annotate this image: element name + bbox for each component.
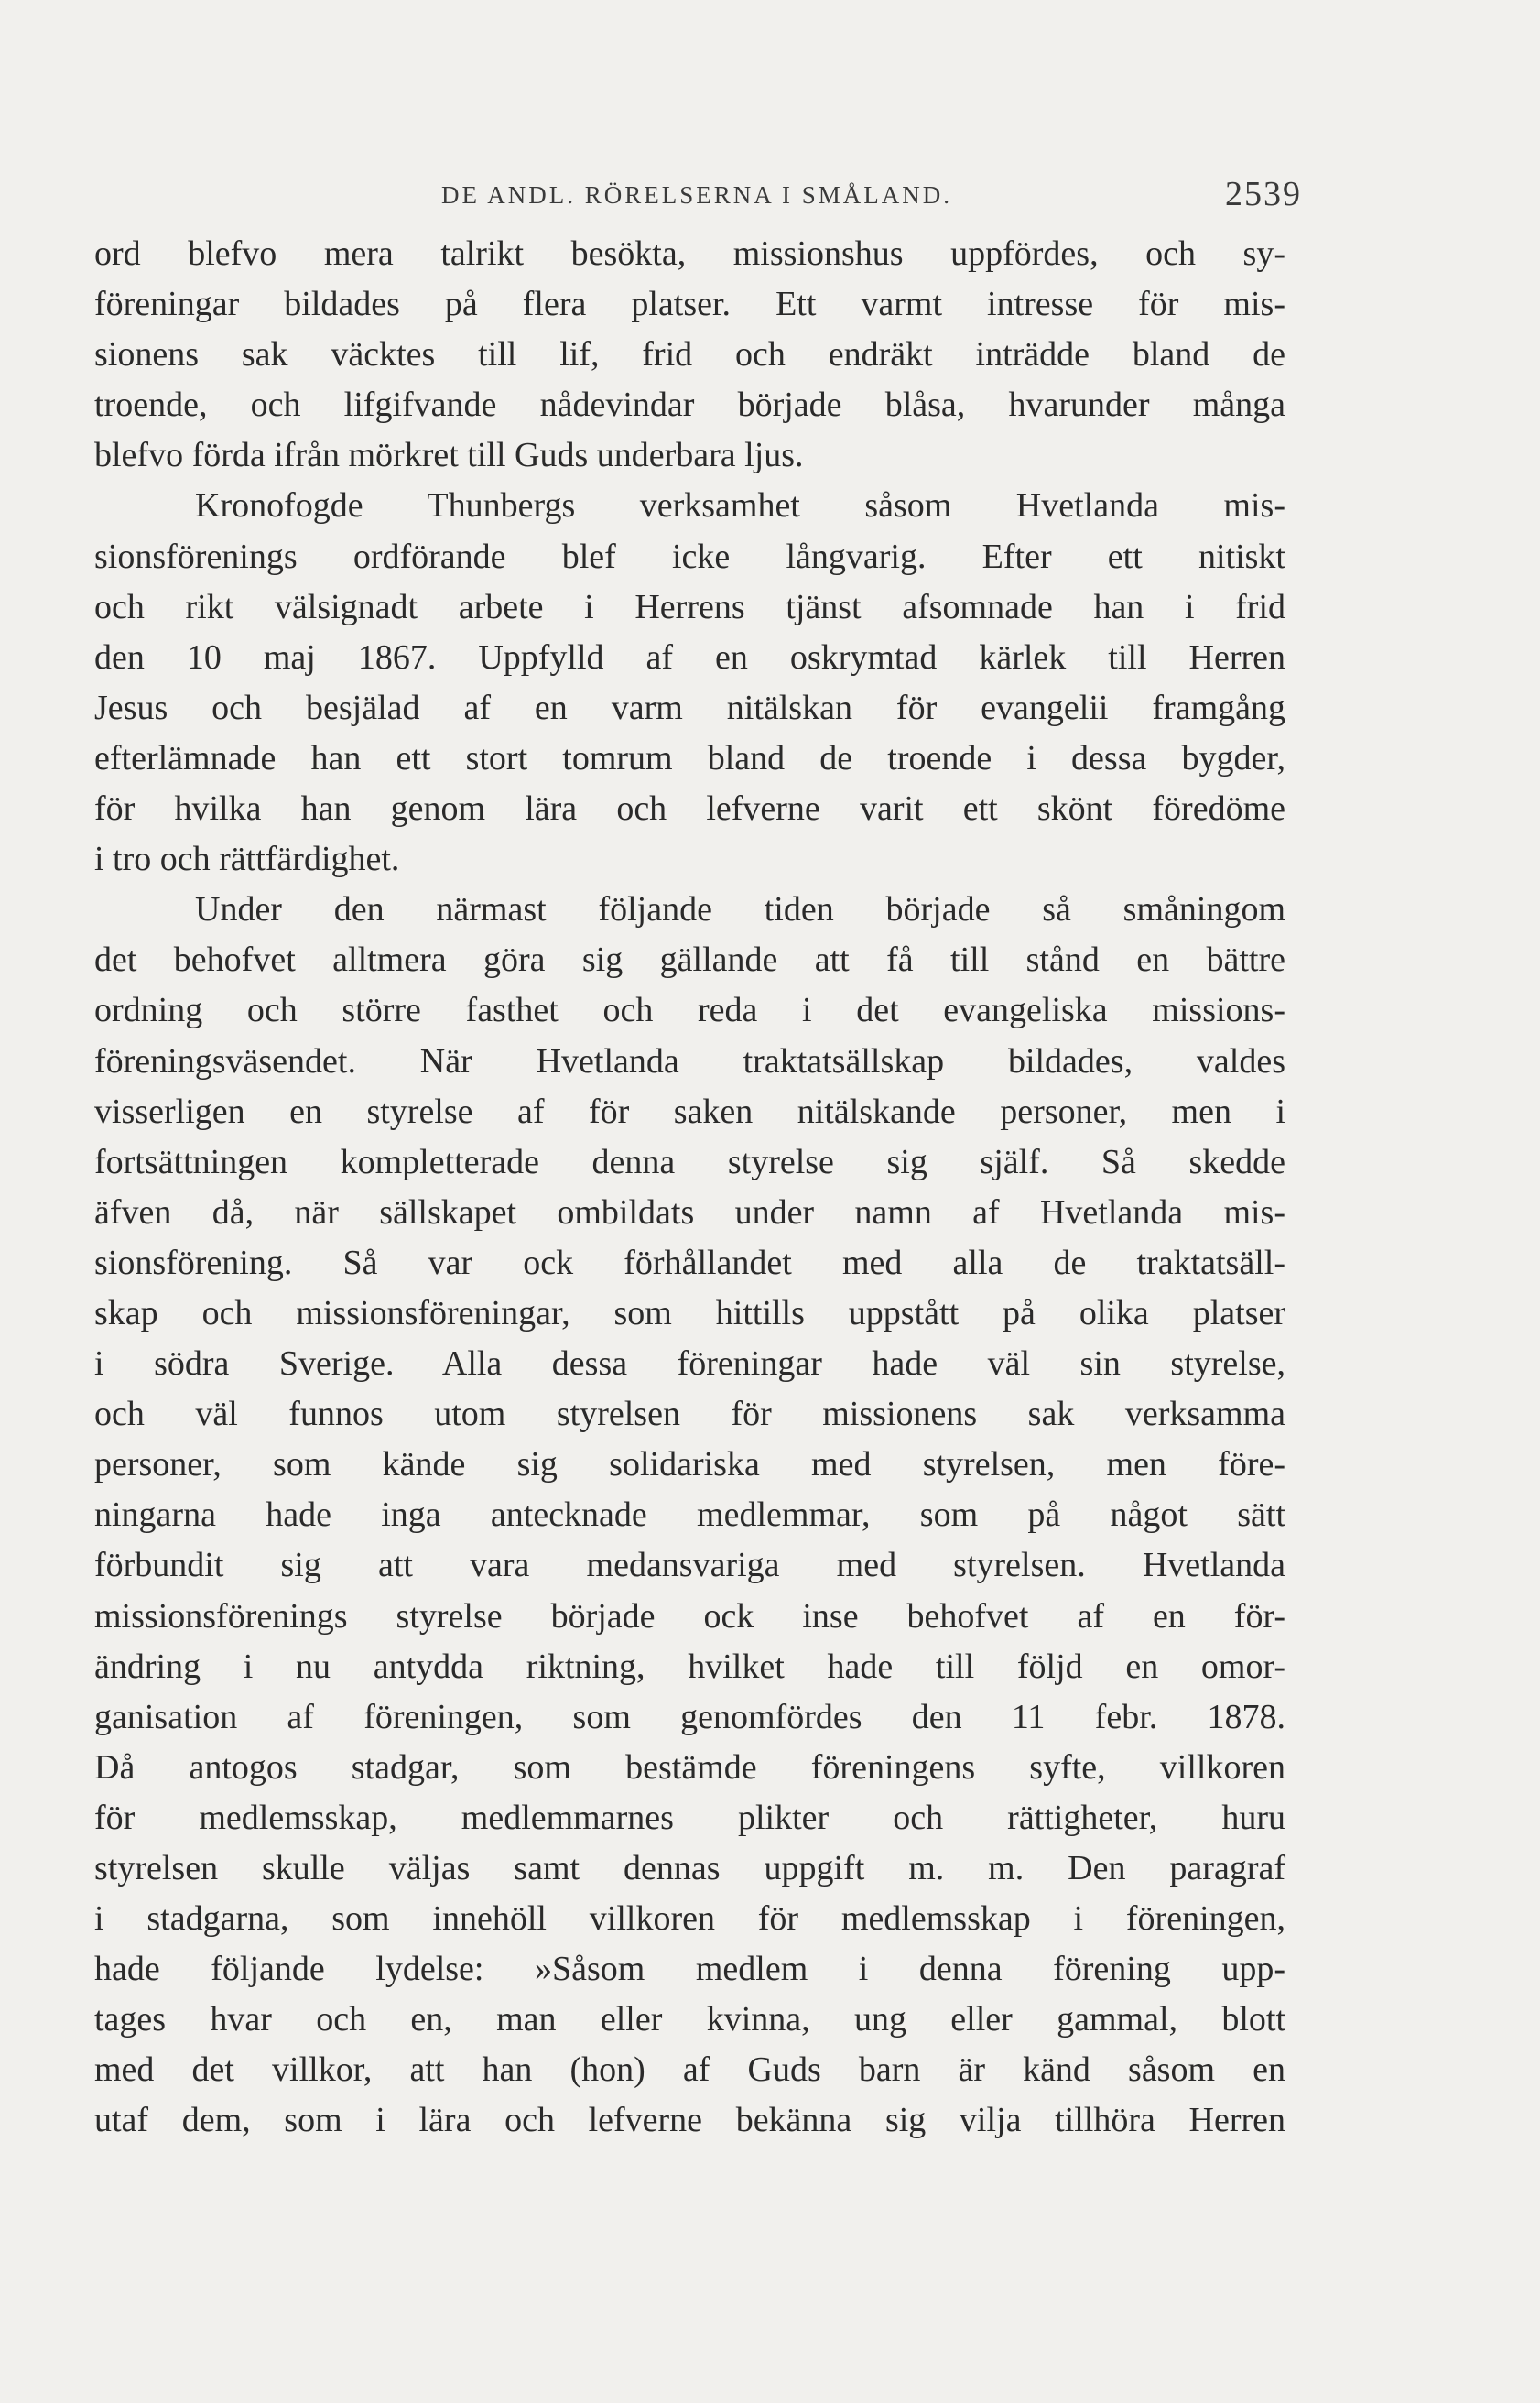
text-line: och rikt välsignadt arbete i Herrens tjänst afsomnade han i frid [94, 587, 1285, 626]
text-line: äfven då, när sällskapet ombildats under namn af Hvetlanda mis- [94, 1192, 1285, 1232]
text-line: personer, som kände sig solidariska med styrelsen, men före- [94, 1445, 1285, 1484]
text-line: den 10 maj 1867. Uppfylld af en oskrymtad kärlek till Herren [94, 637, 1285, 677]
page-header [92, 174, 1302, 229]
text-line: förbundit sig att vara medansvariga med styrelsen. Hvetlanda [94, 1546, 1285, 1585]
text-line: hade följande lydelse: »Såsom medlem i denna förening upp- [94, 1950, 1285, 1989]
text-line: föreningar bildades på flera platser. Ett varmt intresse för mis- [94, 285, 1285, 324]
text-line: fortsättningen kompletterade denna styrelse sig själf. Så skedde [94, 1142, 1285, 1181]
page-number: 2539 [1225, 175, 1302, 213]
text-line: Jesus och besjälad af en varm nitälskan för evangelii framgång [94, 688, 1285, 727]
text-line: visserligen en styrelse af för saken nitälskande personer, men i [94, 1092, 1285, 1131]
text-line: troende, och lifgifvande nådevindar började blåsa, hvarunder många [94, 386, 1285, 425]
text-line: ordning och större fasthet och reda i det evangeliska missions- [94, 991, 1285, 1030]
text-line: Kronofogde Thunbergs verksamhet såsom Hvetlanda mis- [195, 486, 1285, 526]
text-line: i stadgarna, som innehöll villkoren för medlemsskap i föreningen, [94, 1899, 1285, 1939]
text-line: sionsförening. Så var ock förhållandet med alla de traktatsäll- [94, 1243, 1285, 1282]
text-line: ord blefvo mera talrikt besökta, missionshus uppfördes, och sy- [94, 234, 1285, 273]
text-line: tages hvar och en, man eller kvinna, ung eller gammal, blott [94, 2000, 1285, 2039]
text-line: ningarna hade inga antecknade medlemmar, som på något sätt [94, 1495, 1285, 1535]
text-line: sionens sak väcktes till lif, frid och endräkt inträdde bland de [94, 335, 1285, 375]
text-line: styrelsen skulle väljas samt dennas uppgift m. m. Den paragraf [94, 1849, 1285, 1887]
text-line: sionsförenings ordförande blef icke långvarig. Efter ett nitiskt [94, 537, 1285, 576]
text-line: det behofvet alltmera göra sig gällande att få till stånd en bättre [94, 941, 1285, 980]
text-line: ganisation af föreningen, som genomfördes den 11 febr. 1878. [94, 1697, 1285, 1736]
body-text [94, 229, 1285, 2147]
text-line: Under den närmast följande tiden började så småningom [195, 890, 1285, 930]
text-line: blefvo förda ifrån mörkret till Guds underbara ljus. [94, 436, 804, 475]
text-line: skap och missionsföreningar, som hittills uppstått på olika platser [94, 1293, 1285, 1332]
text-line: föreningsväsendet. När Hvetlanda traktatsällskap bildades, valdes [94, 1041, 1285, 1081]
text-line: för medlemsskap, medlemmarnes plikter och rättigheter, huru [94, 1798, 1285, 1837]
text-line: ändring i nu antydda riktning, hvilket hade till följd en omor- [94, 1647, 1285, 1686]
text-line: för hvilka han genom lära och lefverne varit ett skönt föredöme [94, 789, 1285, 829]
text-line: och väl funnos utom styrelsen för missionens sak verksamma [94, 1395, 1285, 1434]
text-line: med det villkor, att han (hon) af Guds barn är känd såsom en [94, 2050, 1285, 2090]
text-line: utaf dem, som i lära och lefverne bekänna sig vilja tillhöra Herren [94, 2101, 1285, 2140]
text-line: efterlämnade han ett stort tomrum bland de troende i dessa bygder, [94, 738, 1285, 777]
text-line: i tro och rättfärdighet. [94, 840, 400, 879]
text-line: missionsförenings styrelse började ock inse behofvet af en för- [94, 1596, 1285, 1636]
running-title: DE ANDL. RÖRELSERNA I SMÅLAND. [440, 181, 953, 209]
text-line: i södra Sverige. Alla dessa föreningar hade väl sin styrelse, [94, 1344, 1285, 1384]
text-line: Då antogos stadgar, som bestämde föreningens syfte, villkoren [94, 1747, 1285, 1787]
